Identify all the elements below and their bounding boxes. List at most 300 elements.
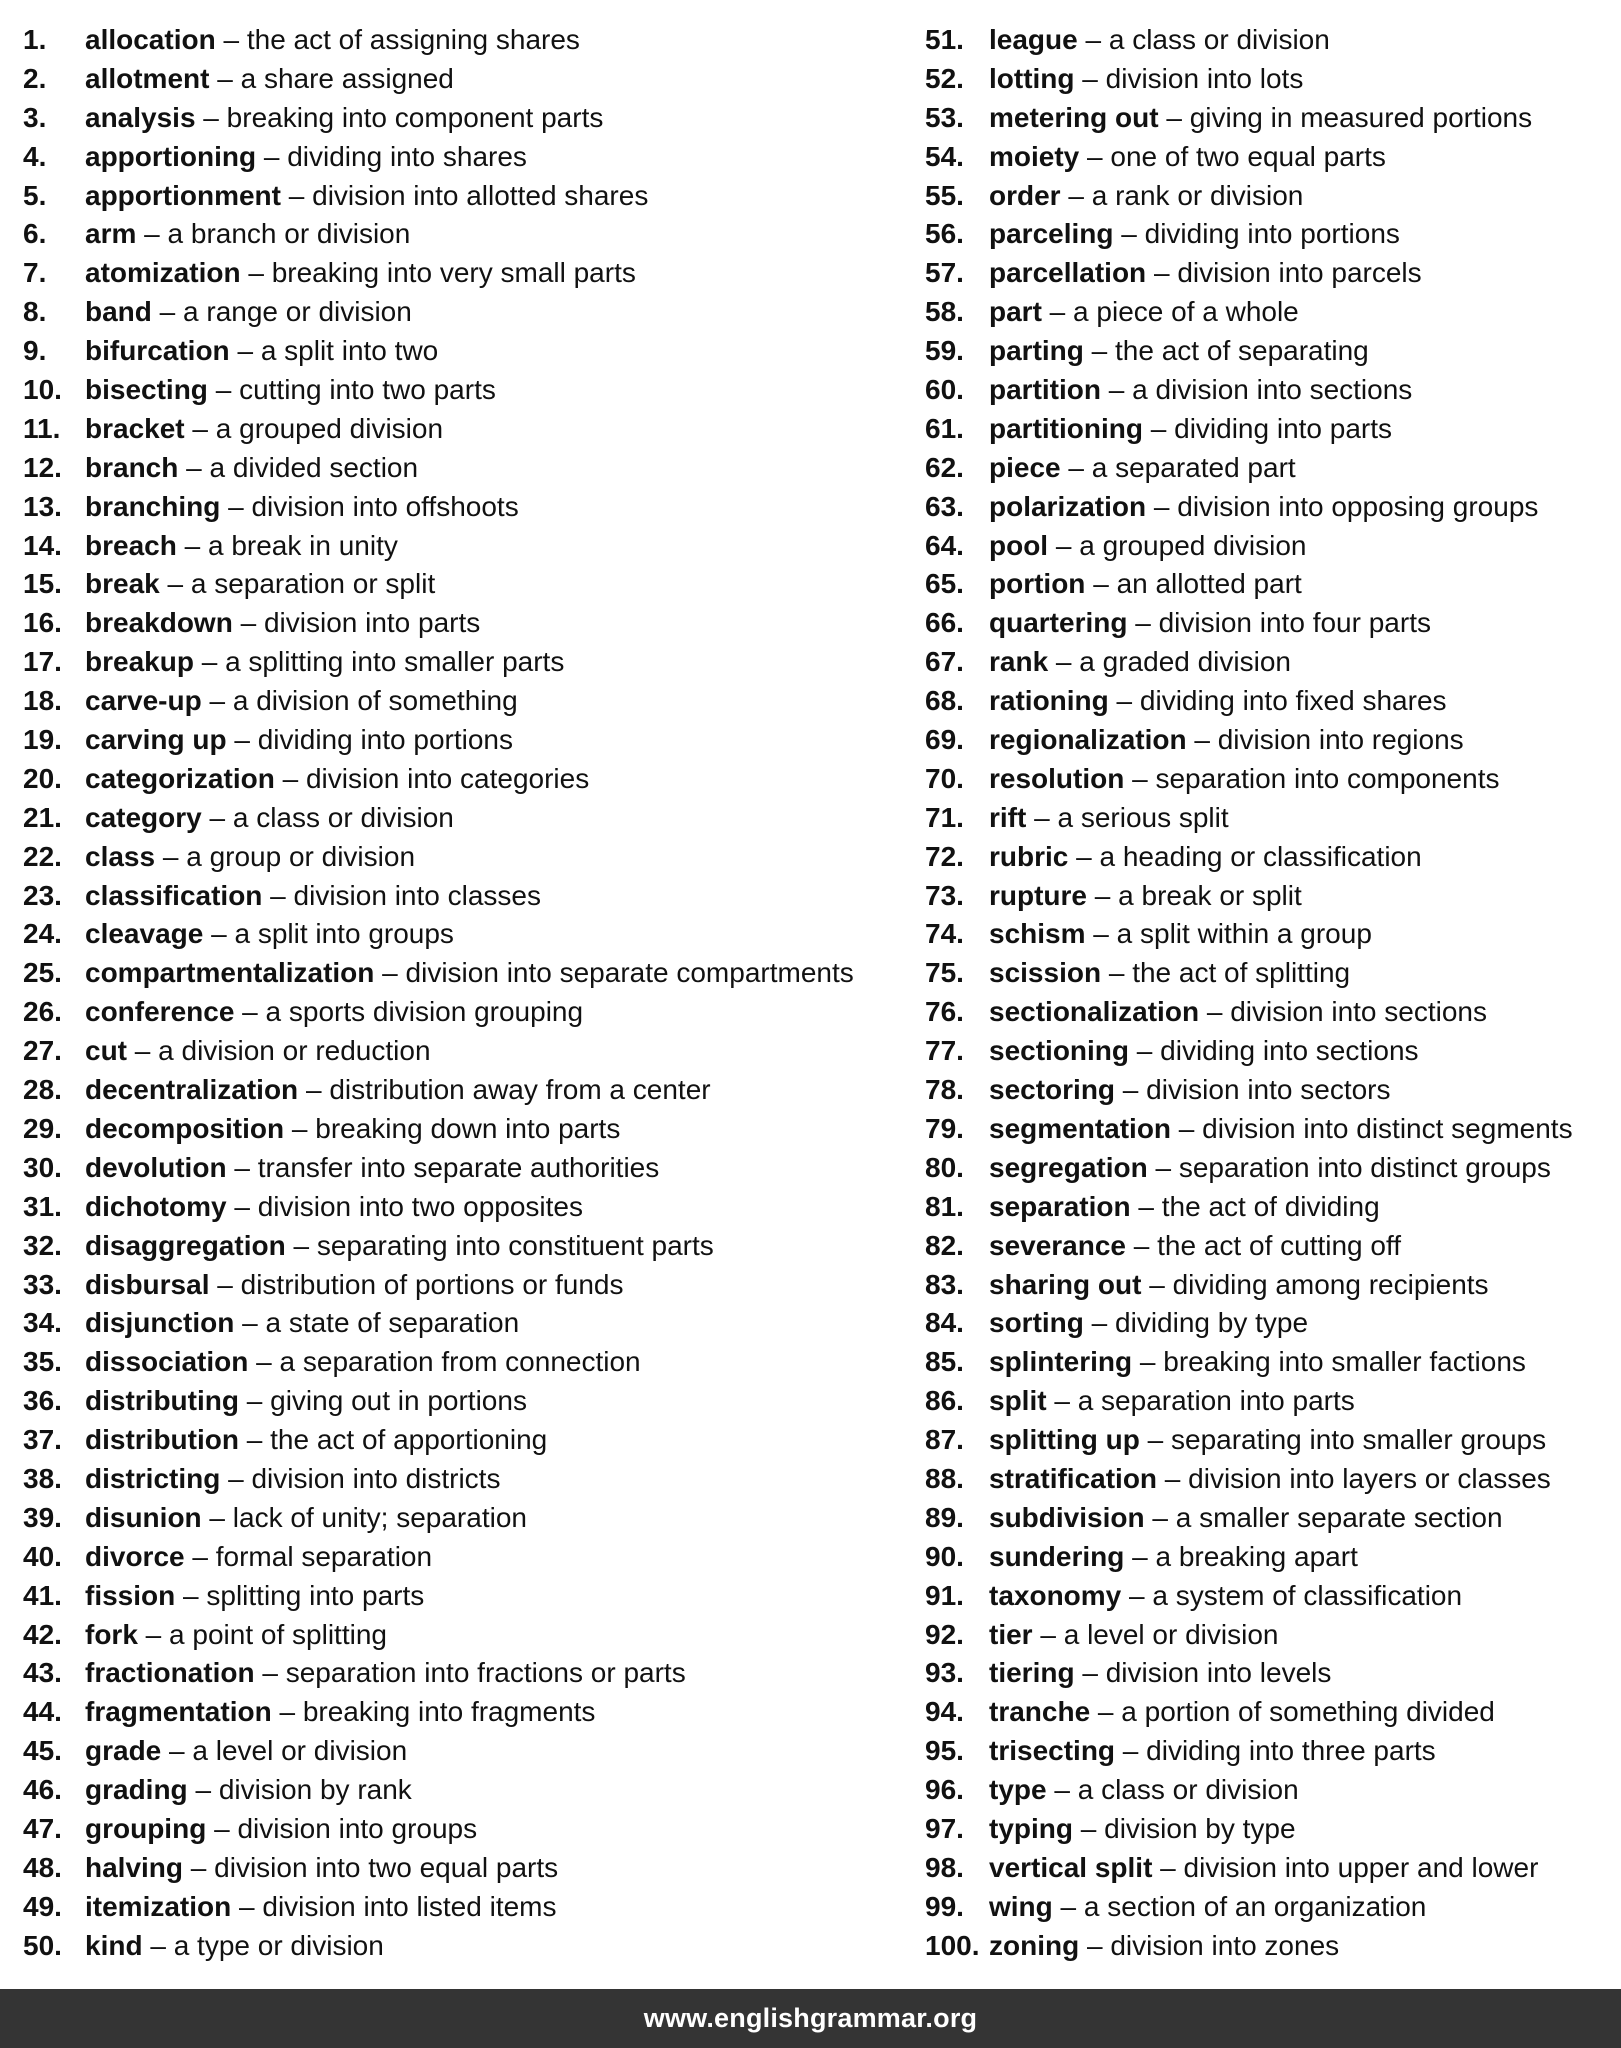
item-word: partition xyxy=(989,374,1101,406)
item-definition: dividing into sections xyxy=(1160,1035,1419,1067)
item-word: grading xyxy=(85,1774,188,1806)
item-word: metering out xyxy=(989,101,1159,133)
list-item xyxy=(925,1071,1615,1110)
item-word: rift xyxy=(989,801,1027,833)
item-number: 100. xyxy=(925,1929,980,1961)
item-number: 40. xyxy=(23,1540,62,1572)
list-item xyxy=(925,60,1615,99)
item-number: 42. xyxy=(23,1618,62,1650)
item-word: part xyxy=(989,296,1042,328)
item-word: distributing xyxy=(85,1385,239,1417)
item-definition: a level or division xyxy=(192,1735,408,1767)
list-item xyxy=(23,1771,903,1810)
item-number: 68. xyxy=(925,685,964,717)
list-item xyxy=(925,682,1615,721)
list-item xyxy=(23,1654,903,1693)
list-item xyxy=(925,1849,1615,1888)
item-definition: a rank or division xyxy=(1091,179,1304,211)
item-separator: – xyxy=(1115,1735,1147,1767)
item-number: 5. xyxy=(23,179,47,211)
list-item xyxy=(925,371,1615,410)
item-number: 13. xyxy=(23,490,62,522)
list-item xyxy=(23,1149,903,1188)
item-definition: a level or division xyxy=(1063,1618,1279,1650)
item-definition: breaking down into parts xyxy=(315,1112,621,1144)
item-separator: – xyxy=(206,1812,238,1844)
item-separator: – xyxy=(1101,957,1133,989)
item-word: disunion xyxy=(85,1501,202,1533)
list-item xyxy=(925,1771,1615,1810)
item-definition: dividing into parts xyxy=(1174,412,1393,444)
item-number: 50. xyxy=(23,1929,62,1961)
list-item xyxy=(23,1732,903,1771)
item-definition: division into two equal parts xyxy=(214,1851,559,1883)
item-number: 41. xyxy=(23,1579,62,1611)
list-item xyxy=(23,138,903,177)
item-word: taxonomy xyxy=(989,1579,1122,1611)
item-definition: division into sections xyxy=(1230,996,1487,1028)
item-word: league xyxy=(989,24,1078,55)
item-definition: a state of separation xyxy=(265,1307,520,1339)
item-number: 9. xyxy=(23,335,47,367)
item-number: 88. xyxy=(925,1462,964,1494)
item-separator: – xyxy=(127,1035,159,1067)
item-separator: – xyxy=(1146,257,1178,289)
item-word: vertical split xyxy=(989,1851,1153,1883)
item-definition: a break or split xyxy=(1118,879,1302,911)
list-item xyxy=(23,1382,903,1421)
list-item xyxy=(23,1810,903,1849)
item-number: 73. xyxy=(925,879,964,911)
item-separator: – xyxy=(209,1268,241,1300)
item-separator: – xyxy=(159,568,191,600)
list-item xyxy=(925,721,1615,760)
item-word: divorce xyxy=(85,1540,185,1572)
item-word: rupture xyxy=(989,879,1087,911)
item-definition: formal separation xyxy=(215,1540,433,1572)
item-definition: division into classes xyxy=(293,879,541,911)
list-item xyxy=(23,1888,903,1927)
item-number: 66. xyxy=(925,607,964,639)
item-definition: a section of an organization xyxy=(1083,1890,1427,1922)
item-definition: breaking into very small parts xyxy=(271,257,636,289)
item-word: typing xyxy=(989,1812,1073,1844)
item-word: distribution xyxy=(85,1424,239,1456)
item-word: fission xyxy=(85,1579,176,1611)
item-number: 91. xyxy=(925,1579,964,1611)
item-word: disbursal xyxy=(85,1268,210,1300)
item-word: grouping xyxy=(85,1812,207,1844)
item-number: 53. xyxy=(925,101,964,133)
list-item xyxy=(23,1188,903,1227)
item-separator: – xyxy=(178,451,210,483)
item-number: 75. xyxy=(925,957,964,989)
item-separator: – xyxy=(220,1462,252,1494)
list-item xyxy=(23,682,903,721)
list-item xyxy=(925,332,1615,371)
list-item xyxy=(925,760,1615,799)
item-number: 76. xyxy=(925,996,964,1028)
item-word: stratification xyxy=(989,1462,1158,1494)
item-word: sectionalization xyxy=(989,996,1200,1028)
item-number: 7. xyxy=(23,257,47,289)
item-number: 21. xyxy=(23,801,62,833)
list-item xyxy=(925,215,1615,254)
item-definition: a split into groups xyxy=(234,918,454,950)
list-item xyxy=(23,527,903,566)
item-number: 26. xyxy=(23,996,62,1028)
item-number: 86. xyxy=(925,1385,964,1417)
item-separator: – xyxy=(238,1385,271,1417)
item-separator: – xyxy=(1048,529,1080,561)
item-separator: – xyxy=(256,140,288,172)
item-separator: – xyxy=(1101,374,1133,406)
item-number: 32. xyxy=(23,1229,62,1261)
item-separator: – xyxy=(1144,1501,1176,1533)
item-number: 8. xyxy=(23,296,47,328)
item-separator: – xyxy=(1083,1307,1116,1339)
list-item xyxy=(925,1032,1615,1071)
item-number: 74. xyxy=(925,918,964,950)
item-separator: – xyxy=(209,62,241,94)
item-word: branch xyxy=(85,451,179,483)
item-definition: separation into fractions or parts xyxy=(285,1657,686,1689)
item-separator: – xyxy=(187,1774,219,1806)
item-separator: – xyxy=(226,724,258,756)
item-word: wing xyxy=(989,1890,1053,1922)
list-item xyxy=(23,954,903,993)
item-number: 85. xyxy=(925,1346,964,1378)
item-word: resolution xyxy=(989,762,1125,794)
item-number: 63. xyxy=(925,490,964,522)
item-number: 25. xyxy=(23,957,62,989)
item-word: disjunction xyxy=(85,1307,235,1339)
item-definition: the act of splitting xyxy=(1132,957,1351,989)
item-number: 19. xyxy=(23,724,62,756)
item-number: 11. xyxy=(23,412,61,444)
list-item xyxy=(925,1304,1615,1343)
item-definition: a serious split xyxy=(1057,801,1229,833)
item-number: 80. xyxy=(925,1151,964,1183)
list-item xyxy=(23,410,903,449)
footer-bar xyxy=(0,1989,1621,2048)
item-word: bracket xyxy=(85,412,185,444)
item-definition: a class or division xyxy=(1108,24,1330,55)
item-definition: lack of unity; separation xyxy=(232,1501,527,1533)
item-word: segregation xyxy=(989,1151,1148,1183)
item-definition: a divided section xyxy=(209,451,419,483)
item-separator: – xyxy=(234,996,266,1028)
item-number: 69. xyxy=(925,724,964,756)
item-number: 52. xyxy=(925,62,964,94)
item-separator: – xyxy=(1048,646,1080,678)
item-definition: division into distinct segments xyxy=(1202,1112,1573,1144)
item-separator: – xyxy=(1087,879,1119,911)
item-word: parceling xyxy=(989,218,1114,250)
item-word: allotment xyxy=(85,62,210,94)
item-word: allocation xyxy=(85,24,216,55)
item-definition: separation into distinct groups xyxy=(1178,1151,1551,1183)
item-number: 55. xyxy=(925,179,964,211)
item-number: 92. xyxy=(925,1618,964,1650)
item-separator: – xyxy=(151,296,184,328)
item-word: subdivision xyxy=(989,1501,1145,1533)
item-separator: – xyxy=(1060,451,1092,483)
item-separator: – xyxy=(281,179,313,211)
item-separator: – xyxy=(1130,1190,1162,1222)
item-definition: the act of cutting off xyxy=(1157,1229,1402,1261)
list-item xyxy=(23,1460,903,1499)
item-word: lotting xyxy=(989,62,1075,94)
item-separator: – xyxy=(1041,296,1074,328)
item-word: tranche xyxy=(989,1696,1091,1728)
item-separator: – xyxy=(1147,1151,1179,1183)
item-number: 14. xyxy=(23,529,62,561)
item-separator: – xyxy=(201,685,233,717)
item-number: 98. xyxy=(925,1851,964,1883)
item-definition: giving out in portions xyxy=(270,1385,527,1417)
item-word: apportionment xyxy=(85,179,281,211)
item-number: 24. xyxy=(23,918,62,950)
item-word: breakup xyxy=(85,646,194,678)
item-separator: – xyxy=(231,1890,263,1922)
item-separator: – xyxy=(1074,1657,1106,1689)
list-item xyxy=(23,449,903,488)
item-separator: – xyxy=(1052,1890,1084,1922)
item-word: partitioning xyxy=(989,412,1143,444)
item-number: 79. xyxy=(925,1112,964,1144)
list-item xyxy=(925,1382,1615,1421)
item-definition: breaking into component parts xyxy=(226,101,604,133)
item-number: 16. xyxy=(23,607,62,639)
item-definition: dividing into fixed shares xyxy=(1139,685,1447,717)
item-word: piece xyxy=(989,451,1061,483)
item-word: categorization xyxy=(85,762,275,794)
list-item xyxy=(925,1732,1615,1771)
item-separator: – xyxy=(271,1696,303,1728)
item-number: 62. xyxy=(925,451,964,483)
item-number: 90. xyxy=(925,1540,964,1572)
item-separator: – xyxy=(1124,762,1156,794)
item-word: cleavage xyxy=(85,918,204,950)
item-number: 10. xyxy=(23,374,62,406)
item-definition: dividing by type xyxy=(1115,1307,1309,1339)
item-definition: a split within a group xyxy=(1116,918,1372,950)
item-word: sectoring xyxy=(989,1074,1116,1106)
item-number: 78. xyxy=(925,1074,964,1106)
item-separator: – xyxy=(1077,24,1109,55)
item-number: 61. xyxy=(925,412,964,444)
list-item xyxy=(23,721,903,760)
item-definition: dividing into three parts xyxy=(1146,1735,1436,1767)
list-item xyxy=(23,838,903,877)
item-definition: splitting into parts xyxy=(206,1579,425,1611)
list-item xyxy=(925,1149,1615,1188)
item-word: tier xyxy=(989,1618,1033,1650)
item-number: 96. xyxy=(925,1774,964,1806)
item-word: segmentation xyxy=(989,1112,1172,1144)
item-definition: division into opposing groups xyxy=(1177,490,1539,522)
item-definition: division into offshoots xyxy=(251,490,519,522)
item-number: 44. xyxy=(23,1696,62,1728)
list-item xyxy=(925,1188,1615,1227)
list-item xyxy=(925,1577,1615,1616)
item-definition: one of two equal parts xyxy=(1110,140,1386,172)
item-definition: transfer into separate authorities xyxy=(257,1151,660,1183)
item-separator: – xyxy=(1115,1074,1147,1106)
item-definition: dividing among recipients xyxy=(1172,1268,1489,1300)
item-word: class xyxy=(85,840,156,872)
word-list-right-column xyxy=(925,21,1615,1966)
item-number: 70. xyxy=(925,762,964,794)
list-item xyxy=(925,99,1615,138)
list-item xyxy=(925,915,1615,954)
item-word: disaggregation xyxy=(85,1229,286,1261)
item-separator: – xyxy=(1079,1929,1111,1961)
item-definition: a separated part xyxy=(1091,451,1296,483)
list-item xyxy=(925,1616,1615,1655)
item-definition: a system of classification xyxy=(1152,1579,1463,1611)
item-word: type xyxy=(989,1774,1047,1806)
item-definition: division into separate compartments xyxy=(405,957,854,989)
item-definition: the act of apportioning xyxy=(270,1424,548,1456)
item-number: 60. xyxy=(925,374,964,406)
item-separator: – xyxy=(254,1657,286,1689)
item-definition: division into four parts xyxy=(1158,607,1431,639)
item-definition: a range or division xyxy=(183,296,412,328)
item-separator: – xyxy=(1046,1774,1078,1806)
item-word: bisecting xyxy=(85,374,208,406)
item-separator: – xyxy=(1132,1346,1164,1378)
item-number: 51. xyxy=(925,24,964,55)
item-separator: – xyxy=(220,490,252,522)
list-item xyxy=(925,527,1615,566)
item-number: 94. xyxy=(925,1696,964,1728)
item-definition: an allotted part xyxy=(1116,568,1302,600)
item-definition: a breaking apart xyxy=(1155,1540,1358,1572)
item-separator: – xyxy=(284,1112,316,1144)
item-word: parting xyxy=(989,335,1084,367)
item-word: scission xyxy=(989,957,1102,989)
list-item xyxy=(925,1266,1615,1305)
item-number: 65. xyxy=(925,568,964,600)
item-word: break xyxy=(85,568,160,600)
item-word: split xyxy=(989,1385,1047,1417)
item-number: 38. xyxy=(23,1462,62,1494)
list-item xyxy=(23,1071,903,1110)
list-item xyxy=(925,604,1615,643)
item-separator: – xyxy=(374,957,406,989)
list-item xyxy=(925,1110,1615,1149)
list-item xyxy=(925,21,1615,60)
list-item xyxy=(23,371,903,410)
footer-website-link[interactable]: www.englishgrammar.org xyxy=(643,2003,978,2033)
item-number: 6. xyxy=(23,218,47,250)
list-item xyxy=(23,1227,903,1266)
item-number: 83. xyxy=(925,1268,964,1300)
item-number: 71. xyxy=(925,801,964,833)
item-number: 49. xyxy=(23,1890,62,1922)
item-separator: – xyxy=(1157,1462,1189,1494)
item-word: dissociation xyxy=(85,1346,249,1378)
item-separator: – xyxy=(184,412,216,444)
item-word: decentralization xyxy=(85,1074,299,1106)
item-word: breakdown xyxy=(85,607,233,639)
list-item xyxy=(23,1421,903,1460)
item-definition: a separation into parts xyxy=(1077,1385,1355,1417)
list-item xyxy=(23,60,903,99)
list-item xyxy=(23,1110,903,1149)
item-definition: a splitting into smaller parts xyxy=(225,646,565,678)
item-word: moiety xyxy=(989,140,1080,172)
item-definition: separating into smaller groups xyxy=(1171,1424,1547,1456)
list-item xyxy=(23,1849,903,1888)
item-definition: division into categories xyxy=(305,762,590,794)
item-separator: – xyxy=(1079,140,1111,172)
item-number: 35. xyxy=(23,1346,62,1378)
item-number: 56. xyxy=(925,218,964,250)
list-item xyxy=(23,1616,903,1655)
item-number: 97. xyxy=(925,1812,964,1844)
item-number: 89. xyxy=(925,1501,964,1533)
item-word: kind xyxy=(85,1929,143,1961)
item-word: sorting xyxy=(989,1307,1084,1339)
item-separator: – xyxy=(161,1735,193,1767)
item-separator: – xyxy=(1108,685,1140,717)
list-item xyxy=(925,254,1615,293)
item-separator: – xyxy=(183,1851,215,1883)
list-item xyxy=(925,838,1615,877)
item-definition: a class or division xyxy=(1077,1774,1299,1806)
item-separator: – xyxy=(1129,1035,1161,1067)
item-separator: – xyxy=(262,879,294,911)
item-number: 87. xyxy=(925,1424,964,1456)
item-separator: – xyxy=(193,646,226,678)
item-definition: a grouped division xyxy=(215,412,444,444)
item-number: 28. xyxy=(23,1074,62,1106)
item-number: 33. xyxy=(23,1268,62,1300)
item-separator: – xyxy=(203,918,235,950)
item-definition: separating into constituent parts xyxy=(316,1229,714,1261)
item-word: fractionation xyxy=(85,1657,255,1689)
item-definition: division into parts xyxy=(263,607,481,639)
item-definition: giving in measured portions xyxy=(1189,101,1533,133)
item-definition: division by type xyxy=(1104,1812,1296,1844)
item-separator: – xyxy=(207,374,240,406)
item-separator: – xyxy=(1146,490,1178,522)
item-separator: – xyxy=(1068,840,1100,872)
list-item xyxy=(925,1227,1615,1266)
item-word: apportioning xyxy=(85,140,257,172)
item-number: 2. xyxy=(23,62,47,94)
item-definition: a division of something xyxy=(232,685,518,717)
list-item xyxy=(23,643,903,682)
item-number: 95. xyxy=(925,1735,964,1767)
item-separator: – xyxy=(1141,1268,1173,1300)
item-definition: dividing into portions xyxy=(1144,218,1400,250)
item-definition: distribution away from a center xyxy=(329,1074,711,1106)
item-separator: – xyxy=(1142,412,1175,444)
item-number: 84. xyxy=(925,1307,964,1339)
item-number: 17. xyxy=(23,646,62,678)
item-word: sectioning xyxy=(989,1035,1130,1067)
item-separator: – xyxy=(1060,179,1092,211)
item-word: fragmentation xyxy=(85,1696,272,1728)
list-item xyxy=(23,99,903,138)
item-definition: a separation from connection xyxy=(279,1346,641,1378)
item-separator: – xyxy=(142,1929,174,1961)
item-definition: distribution of portions or funds xyxy=(240,1268,624,1300)
